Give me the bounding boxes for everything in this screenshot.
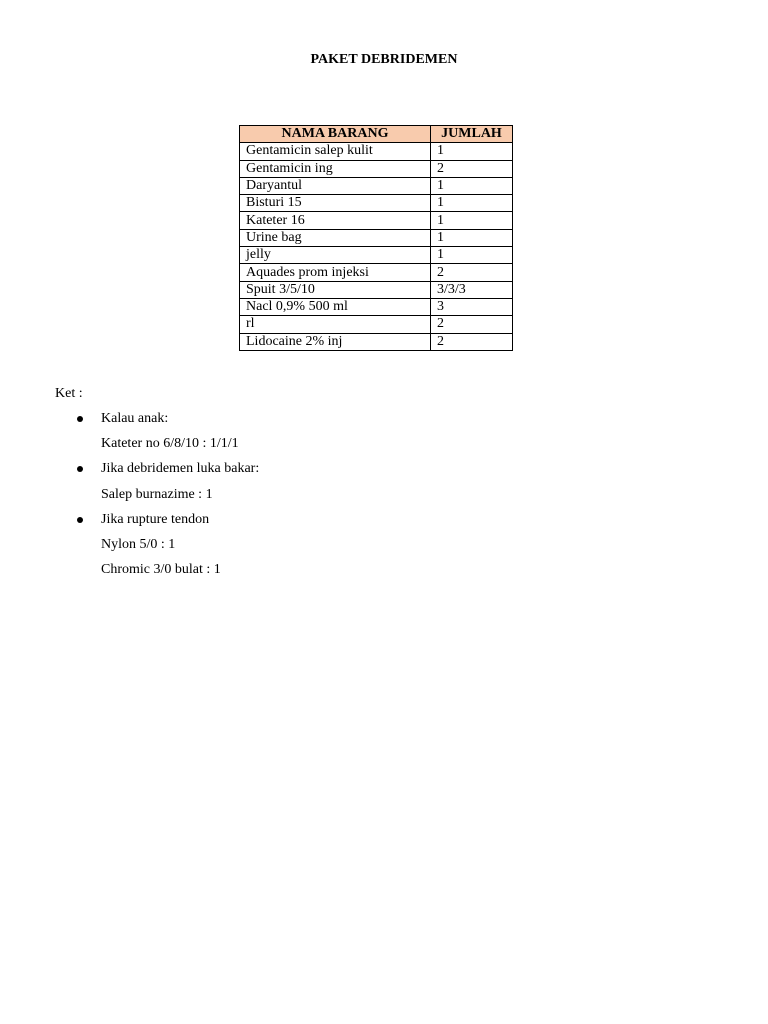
note-detail: Nylon 5/0 : 1 — [101, 536, 176, 552]
note-detail: Kateter no 6/8/10 : 1/1/1 — [101, 436, 239, 452]
page-title: PAKET DEBRIDEMEN — [310, 52, 458, 67]
item-qty: 3 — [431, 298, 513, 315]
table-row — [240, 316, 513, 333]
table-row — [240, 212, 513, 229]
item-name: jelly — [240, 247, 431, 264]
item-name: Kateter 16 — [240, 212, 431, 229]
note-heading-text: Jika debridemen luka bakar: — [101, 461, 260, 477]
item-name: Lidocaine 2% inj — [240, 333, 431, 350]
item-qty: 2 — [431, 160, 513, 177]
table-row — [240, 177, 513, 194]
note-heading-text: Kalau anak: — [101, 411, 169, 426]
item-name: rl — [240, 316, 431, 333]
header-jumlah: JUMLAH — [431, 126, 513, 143]
item-name: Nacl 0,9% 500 ml — [240, 298, 431, 315]
note-heading-text: Jika rupture tendon — [101, 511, 210, 527]
item-name: Gentamicin salep kulit — [240, 143, 431, 160]
note-detail: Chromic 3/0 bulat : 1 — [101, 562, 221, 578]
table-row — [240, 229, 513, 246]
item-name: Aquades prom injeksi — [240, 264, 431, 281]
table-row — [240, 333, 513, 350]
item-name: Urine bag — [240, 229, 431, 246]
table-row — [240, 143, 513, 160]
table-row — [240, 160, 513, 177]
bullet-icon — [77, 517, 83, 523]
note-heading — [55, 511, 655, 529]
item-name: Bisturi 15 — [240, 195, 431, 212]
notes-label: Ket : — [55, 386, 83, 401]
item-name: Daryantul — [240, 177, 431, 194]
header-nama-barang: NAMA BARANG — [240, 126, 431, 143]
note-heading — [55, 410, 655, 428]
table-header-row — [240, 126, 513, 143]
table-row — [240, 195, 513, 212]
item-qty: 3/3/3 — [431, 281, 513, 298]
item-qty: 1 — [431, 195, 513, 212]
item-qty: 2 — [431, 333, 513, 350]
note-heading — [55, 460, 655, 478]
table-row — [240, 264, 513, 281]
table-row — [240, 281, 513, 298]
table-row — [240, 247, 513, 264]
notes-section — [55, 385, 655, 586]
item-qty: 1 — [431, 143, 513, 160]
item-name: Spuit 3/5/10 — [240, 281, 431, 298]
item-qty: 1 — [431, 247, 513, 264]
note-detail: Salep burnazime : 1 — [101, 486, 213, 502]
item-qty: 1 — [431, 212, 513, 229]
item-qty: 2 — [431, 316, 513, 333]
bullet-icon — [77, 416, 83, 422]
bullet-icon — [77, 466, 83, 472]
table-row — [240, 298, 513, 315]
items-table — [239, 125, 513, 351]
item-qty: 2 — [431, 264, 513, 281]
item-qty: 1 — [431, 229, 513, 246]
item-qty: 1 — [431, 177, 513, 194]
item-name: Gentamicin ing — [240, 160, 431, 177]
